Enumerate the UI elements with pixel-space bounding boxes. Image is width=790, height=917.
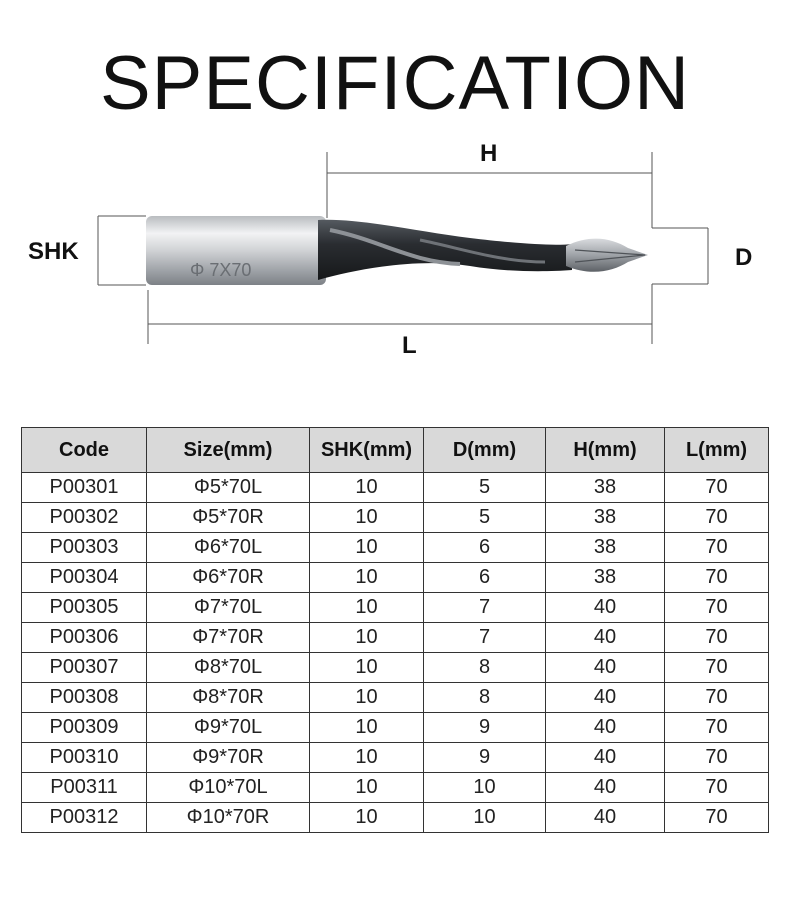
table-row: [22, 743, 769, 773]
cell-h: 38: [546, 473, 665, 503]
cell-size: Φ6*70R: [147, 563, 310, 593]
cell-code: P00309: [22, 713, 147, 743]
cell-d: 6: [424, 533, 546, 563]
cell-size: Φ5*70L: [147, 473, 310, 503]
cell-code: P00308: [22, 683, 147, 713]
cell-h: 38: [546, 533, 665, 563]
header-l: L(mm): [665, 428, 769, 473]
cell-d: 5: [424, 473, 546, 503]
drill-tip: [566, 239, 648, 272]
cell-size: Φ9*70R: [147, 743, 310, 773]
cell-code: P00311: [22, 773, 147, 803]
cell-code: P00304: [22, 563, 147, 593]
cell-code: P00305: [22, 593, 147, 623]
cell-l: 70: [665, 593, 769, 623]
cell-code: P00302: [22, 503, 147, 533]
cell-d: 8: [424, 683, 546, 713]
cell-h: 40: [546, 743, 665, 773]
header-d: D(mm): [424, 428, 546, 473]
cell-size: Φ8*70L: [147, 653, 310, 683]
table-row: [22, 713, 769, 743]
cell-size: Φ10*70L: [147, 773, 310, 803]
cell-code: P00306: [22, 623, 147, 653]
cell-d: 9: [424, 713, 546, 743]
cell-size: Φ9*70L: [147, 713, 310, 743]
cell-l: 70: [665, 563, 769, 593]
table-row: [22, 623, 769, 653]
cell-code: P00307: [22, 653, 147, 683]
cell-code: P00310: [22, 743, 147, 773]
cell-size: Φ7*70R: [147, 623, 310, 653]
cell-code: P00303: [22, 533, 147, 563]
cell-l: 70: [665, 653, 769, 683]
table-row: [22, 533, 769, 563]
table-row: [22, 803, 769, 833]
header-size: Size(mm): [147, 428, 310, 473]
table-row: [22, 473, 769, 503]
table-row: [22, 653, 769, 683]
cell-d: 7: [424, 623, 546, 653]
header-h: H(mm): [546, 428, 665, 473]
cell-shk: 10: [310, 503, 424, 533]
cell-d: 7: [424, 593, 546, 623]
cell-size: Φ6*70L: [147, 533, 310, 563]
cell-h: 40: [546, 803, 665, 833]
cell-l: 70: [665, 503, 769, 533]
cell-l: 70: [665, 683, 769, 713]
cell-h: 40: [546, 773, 665, 803]
specification-table: [21, 427, 769, 833]
cell-shk: 10: [310, 773, 424, 803]
cell-shk: 10: [310, 713, 424, 743]
cell-d: 9: [424, 743, 546, 773]
cell-shk: 10: [310, 623, 424, 653]
cell-l: 70: [665, 533, 769, 563]
cell-h: 40: [546, 593, 665, 623]
cell-shk: 10: [310, 743, 424, 773]
cell-shk: 10: [310, 683, 424, 713]
cell-size: Φ5*70R: [147, 503, 310, 533]
cell-l: 70: [665, 743, 769, 773]
cell-h: 40: [546, 623, 665, 653]
cell-d: 8: [424, 653, 546, 683]
table-row: [22, 593, 769, 623]
dimension-label-l: L: [402, 332, 417, 359]
cell-shk: 10: [310, 563, 424, 593]
table-row: [22, 683, 769, 713]
table-header-row: [22, 428, 769, 473]
shank-marking: Φ 7X70: [190, 260, 252, 280]
cell-size: Φ8*70R: [147, 683, 310, 713]
cell-shk: 10: [310, 473, 424, 503]
cell-d: 5: [424, 503, 546, 533]
cell-l: 70: [665, 773, 769, 803]
cell-d: 10: [424, 773, 546, 803]
dimension-label-d: D: [735, 244, 753, 271]
cell-l: 70: [665, 713, 769, 743]
cell-h: 38: [546, 563, 665, 593]
table-row: [22, 563, 769, 593]
cell-shk: 10: [310, 653, 424, 683]
cell-h: 38: [546, 503, 665, 533]
cell-h: 40: [546, 683, 665, 713]
cell-shk: 10: [310, 593, 424, 623]
cell-d: 10: [424, 803, 546, 833]
table-row: [22, 773, 769, 803]
cell-d: 6: [424, 563, 546, 593]
cell-h: 40: [546, 653, 665, 683]
page-title: SPECIFICATION: [99, 41, 691, 126]
header-shk: SHK(mm): [310, 428, 424, 473]
table-row: [22, 503, 769, 533]
cell-l: 70: [665, 623, 769, 653]
cell-size: Φ10*70R: [147, 803, 310, 833]
cell-l: 70: [665, 803, 769, 833]
drill-bit-diagram: [0, 140, 790, 370]
dimension-label-h: H: [480, 140, 498, 167]
cell-l: 70: [665, 473, 769, 503]
drill-flute: [318, 220, 572, 280]
header-code: Code: [22, 428, 147, 473]
cell-size: Φ7*70L: [147, 593, 310, 623]
cell-code: P00301: [22, 473, 147, 503]
dimension-label-shk: SHK: [28, 238, 79, 265]
cell-code: P00312: [22, 803, 147, 833]
cell-h: 40: [546, 713, 665, 743]
cell-shk: 10: [310, 803, 424, 833]
cell-shk: 10: [310, 533, 424, 563]
